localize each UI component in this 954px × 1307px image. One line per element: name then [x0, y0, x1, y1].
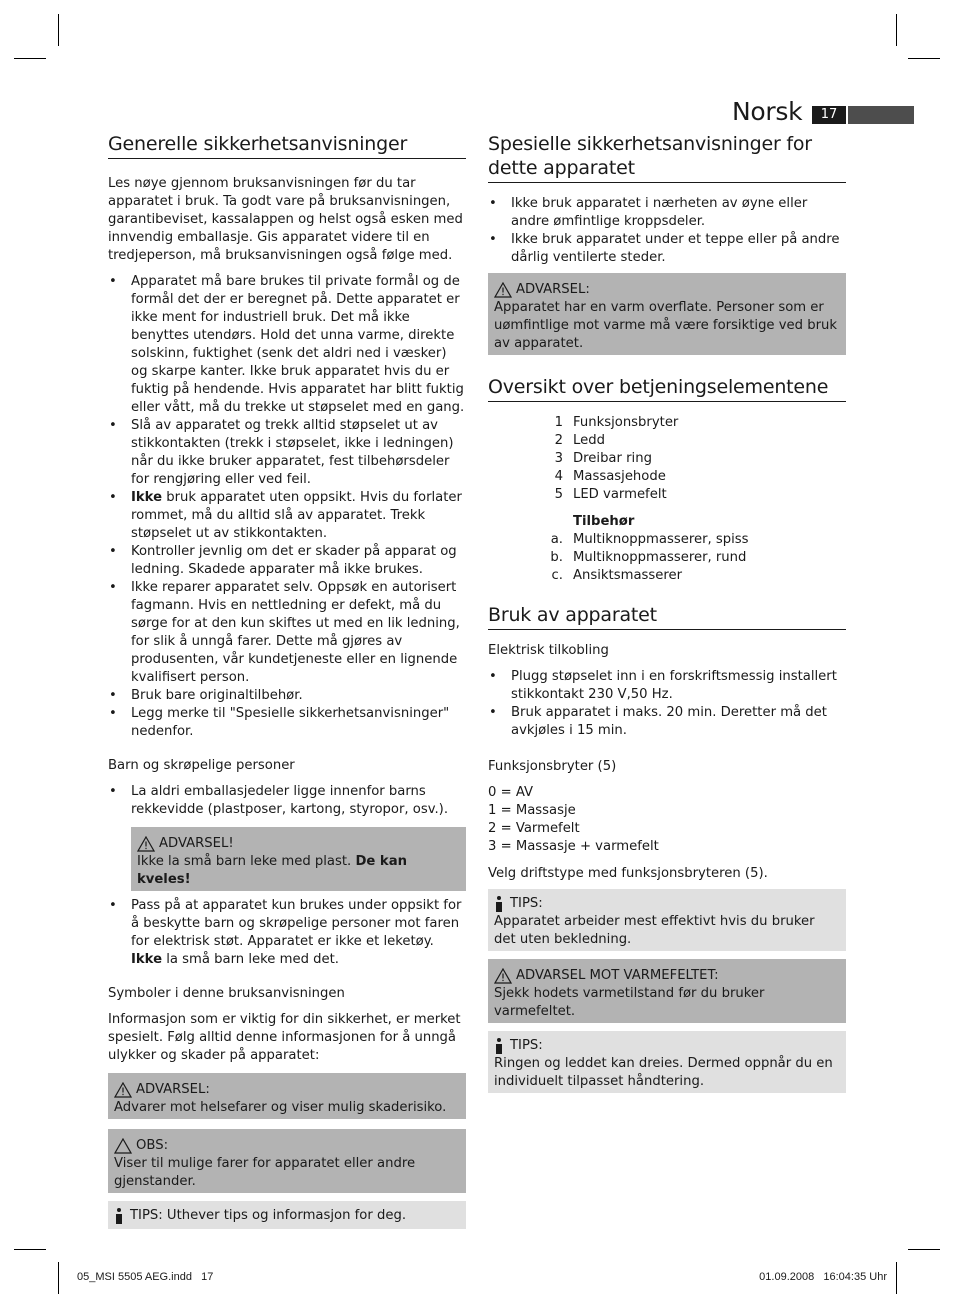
list-item	[539, 531, 846, 549]
special-safety-list	[488, 195, 846, 267]
list-item: • Apparatet må bare brukes til private formål og de formål det der er beregnet på. Dette apparatet er ikke ment for industriell bruk. Det må ikke benyttes utendørs. Hold det unna varme, direkte solskinn, fuktighet (senk det aldri ned i væsker) og skarpe kanter. Ikke bruk apparatet hvis du er fuktig på hendende. Hvis apparatet har blitt fuktig eller vått, må du trekke ut støpselet med en gang.	[108, 273, 466, 417]
header-bar	[848, 106, 914, 124]
subheading-children: Barn og skrøpelige personer	[108, 758, 295, 773]
item-label: Ansiktsmasserer	[573, 568, 683, 583]
list-item	[539, 486, 846, 504]
item-label: Funksjonsbryter	[573, 415, 679, 430]
list-item: • Ikke reparer apparatet selv. Oppsøk en autorisert fagmann. Hvis en nettledning er defekt, må du sørge for at den kun skiftes ut med en lik ledning, for slik å unngå farer. Dette må gjøres av produsenten, vår kundetjeneste eller en lignende kvalifisert person.	[108, 579, 466, 687]
warning-title: ADVARSEL:	[516, 282, 590, 297]
list-item-text: la små barn leke med det.	[162, 952, 339, 967]
right-column	[488, 132, 846, 1093]
list-item: • Bruk bare originaltilbehør.	[108, 687, 466, 705]
switch-value: 3 = Massasje + varmefelt	[488, 839, 659, 854]
obs-text: Viser til mulige farer for apparatet eller andre gjenstander.	[114, 1156, 416, 1189]
list-item	[539, 567, 846, 585]
warning-triangle-icon	[137, 836, 155, 852]
tips-box-rotate	[488, 1031, 846, 1093]
tips-text: Ringen og leddet kan dreies. Dermed oppnår du en individuelt tilpasset håndtering.	[494, 1056, 833, 1089]
item-label: LED varmefelt	[573, 487, 667, 502]
symbols-intro: Informasjon som er viktig for din sikkerhet, er merket spesielt. Følg alltid denne informasjonen for å unngå ulykker og skader på apparatet:	[108, 1012, 461, 1063]
warning-triangle-icon	[494, 282, 512, 298]
left-column	[108, 132, 466, 1229]
bold-word: Ikke	[131, 490, 163, 505]
switch-value: 2 = Varmefelt	[488, 821, 580, 836]
list-item	[539, 450, 846, 468]
switch-values	[488, 784, 846, 856]
item-number: 5	[554, 487, 563, 502]
section-title-usage: Bruk av apparatet	[488, 603, 846, 630]
warning-title: ADVARSEL MOT VARMEFELTET:	[516, 968, 719, 983]
warning-triangle-icon	[494, 968, 512, 984]
list-item: • Ikke bruk apparatet under et teppe eller på andre dårlig ventilerte steder.	[488, 231, 846, 267]
subheading-symbols: Symboler i denne bruksanvisningen	[108, 986, 345, 1001]
subheading-switch: Funksjonsbryter (5)	[488, 759, 617, 774]
section-title-general-safety: Generelle sikkerhetsanvisninger	[108, 132, 466, 159]
symbol-tips-box	[108, 1201, 466, 1229]
crop-mark	[896, 14, 897, 46]
list-item: • Legg merke til "Spesielle sikkerhetsanvisninger" nedenfor.	[108, 705, 466, 741]
item-label: Dreibar ring	[573, 451, 652, 466]
crop-mark	[58, 14, 59, 46]
item-number: 4	[554, 469, 563, 484]
warning-text: Apparatet har en varm overflate. Personer som er uømfintlige mot varme må være forsiktige ved bruk av apparatet.	[494, 300, 838, 351]
symbol-warning-box	[108, 1073, 466, 1119]
crop-mark	[58, 1262, 59, 1294]
warning-title: ADVARSEL!	[159, 836, 234, 851]
warning-text-bold: De kan kveles!	[137, 854, 407, 887]
crop-mark	[896, 1262, 897, 1294]
tips-title: TIPS:	[510, 896, 543, 911]
general-safety-list	[108, 273, 466, 741]
accessories-heading-row	[539, 513, 846, 531]
page-language-title: Norsk	[732, 97, 803, 126]
intro-paragraph: Les nøye gjennom bruksanvisningen før du tar apparatet i bruk. Ta godt vare på bruksanvisningen, garantibeviset, kassalappen og helst også esken med innvendig emballasje. Gis apparatet videre til en tredjeperson, må bruksanvisningen også følge med.	[108, 176, 463, 263]
bold-word: Ikke	[131, 952, 163, 967]
list-item-text: bruk apparatet uten oppsikt. Hvis du forlater rommet, må du alltid slå av apparatet. Trekk støpselet ut av stikkontakten.	[131, 490, 462, 541]
caution-triangle-icon	[114, 1138, 132, 1154]
accessories-heading: Tilbehør	[573, 514, 635, 529]
children-list	[108, 783, 466, 819]
warning-text: Advarer mot helsefarer og viser mulig skaderisiko.	[114, 1100, 447, 1115]
list-item: • Slå av apparatet og trekk alltid støpselet ut av stikkontakten (trekk i støpselet, ikke i ledningen) når du ikke bruker apparatet, fest tilbehørsdeler for rengjøring eller ved feil.	[108, 417, 466, 489]
item-number: 2	[554, 433, 563, 448]
crop-mark	[14, 1249, 46, 1250]
warning-title: ADVARSEL:	[136, 1082, 210, 1097]
list-item	[108, 489, 466, 543]
switch-note: Velg driftstype med funksjonsbryteren (5).	[488, 866, 768, 881]
warning-text	[137, 853, 460, 889]
info-icon	[494, 1038, 504, 1054]
tips-title: TIPS:	[510, 1038, 543, 1053]
warning-box-hot-surface	[488, 273, 846, 355]
obs-title: OBS:	[136, 1138, 169, 1153]
crop-mark	[908, 1249, 940, 1250]
item-label: Ledd	[573, 433, 605, 448]
section-title-controls: Oversikt over betjeningselementene	[488, 375, 846, 402]
list-item	[539, 549, 846, 567]
warning-box-heat-field	[488, 959, 846, 1023]
warning-text: Sjekk hodets varmetilstand før du bruker varmefeltet.	[494, 986, 765, 1019]
list-item-text: Pass på at apparatet kun brukes under oppsikt for å beskytte barn og skrøpelige personer mot faren for elektrisk støt. Apparatet er ikke et leketøy.	[131, 898, 462, 949]
item-label: Multiknoppmasserer, rund	[573, 550, 747, 565]
item-number: 3	[554, 451, 563, 466]
info-icon	[114, 1208, 124, 1224]
section-title-special-safety: Spesielle sikkerhetsanvisninger for dette apparatet	[488, 132, 846, 183]
switch-value: 1 = Massasje	[488, 803, 576, 818]
item-label: Multiknoppmasserer, spiss	[573, 532, 749, 547]
children-list-2	[108, 897, 466, 969]
subheading-electric: Elektrisk tilkobling	[488, 643, 609, 658]
list-item	[539, 432, 846, 450]
list-item: • La aldri emballasjedeler ligge innenfor barns rekkevidde (plastposer, kartong, styropor, osv.).	[108, 783, 466, 819]
item-number: c.	[551, 568, 563, 583]
footer-file-info: 05_MSI 5505 AEG.indd 17	[77, 1271, 214, 1283]
item-label: Massasjehode	[573, 469, 666, 484]
warning-box-plastic	[131, 827, 466, 891]
warning-triangle-icon	[114, 1082, 132, 1098]
page-number: 17	[812, 106, 846, 124]
crop-mark	[14, 58, 46, 59]
list-item: • Plugg støpselet inn i en forskriftsmessig installert stikkontakt 230 V,50 Hz.	[488, 668, 846, 704]
list-item	[539, 414, 846, 432]
list-item	[539, 468, 846, 486]
crop-mark	[908, 58, 940, 59]
tips-text: Apparatet arbeider mest effektivt hvis du bruker det uten bekledning.	[494, 914, 815, 947]
symbol-obs-box	[108, 1129, 466, 1193]
controls-list	[539, 414, 846, 585]
footer-timestamp: 01.09.2008 16:04:35 Uhr	[759, 1271, 887, 1283]
item-number: a.	[550, 532, 563, 547]
info-icon	[494, 896, 504, 912]
electric-list	[488, 668, 846, 740]
warning-text-part: Ikke la små barn leke med plast.	[137, 854, 356, 869]
switch-value: 0 = AV	[488, 785, 534, 800]
list-item	[108, 897, 466, 969]
item-number: 1	[554, 415, 563, 430]
list-item: • Ikke bruk apparatet i nærheten av øyne eller andre ømfintlige kroppsdeler.	[488, 195, 846, 231]
list-item: • Kontroller jevnlig om det er skader på apparat og ledning. Skadede apparater må ikke brukes.	[108, 543, 466, 579]
tips-title: TIPS:	[130, 1208, 163, 1223]
item-number: b.	[550, 550, 563, 565]
list-item: • Bruk apparatet i maks. 20 min. Deretter må det avkjøles i 15 min.	[488, 704, 846, 740]
tips-text: Uthever tips og informasjon for deg.	[166, 1208, 407, 1223]
tips-box-clothing	[488, 889, 846, 951]
